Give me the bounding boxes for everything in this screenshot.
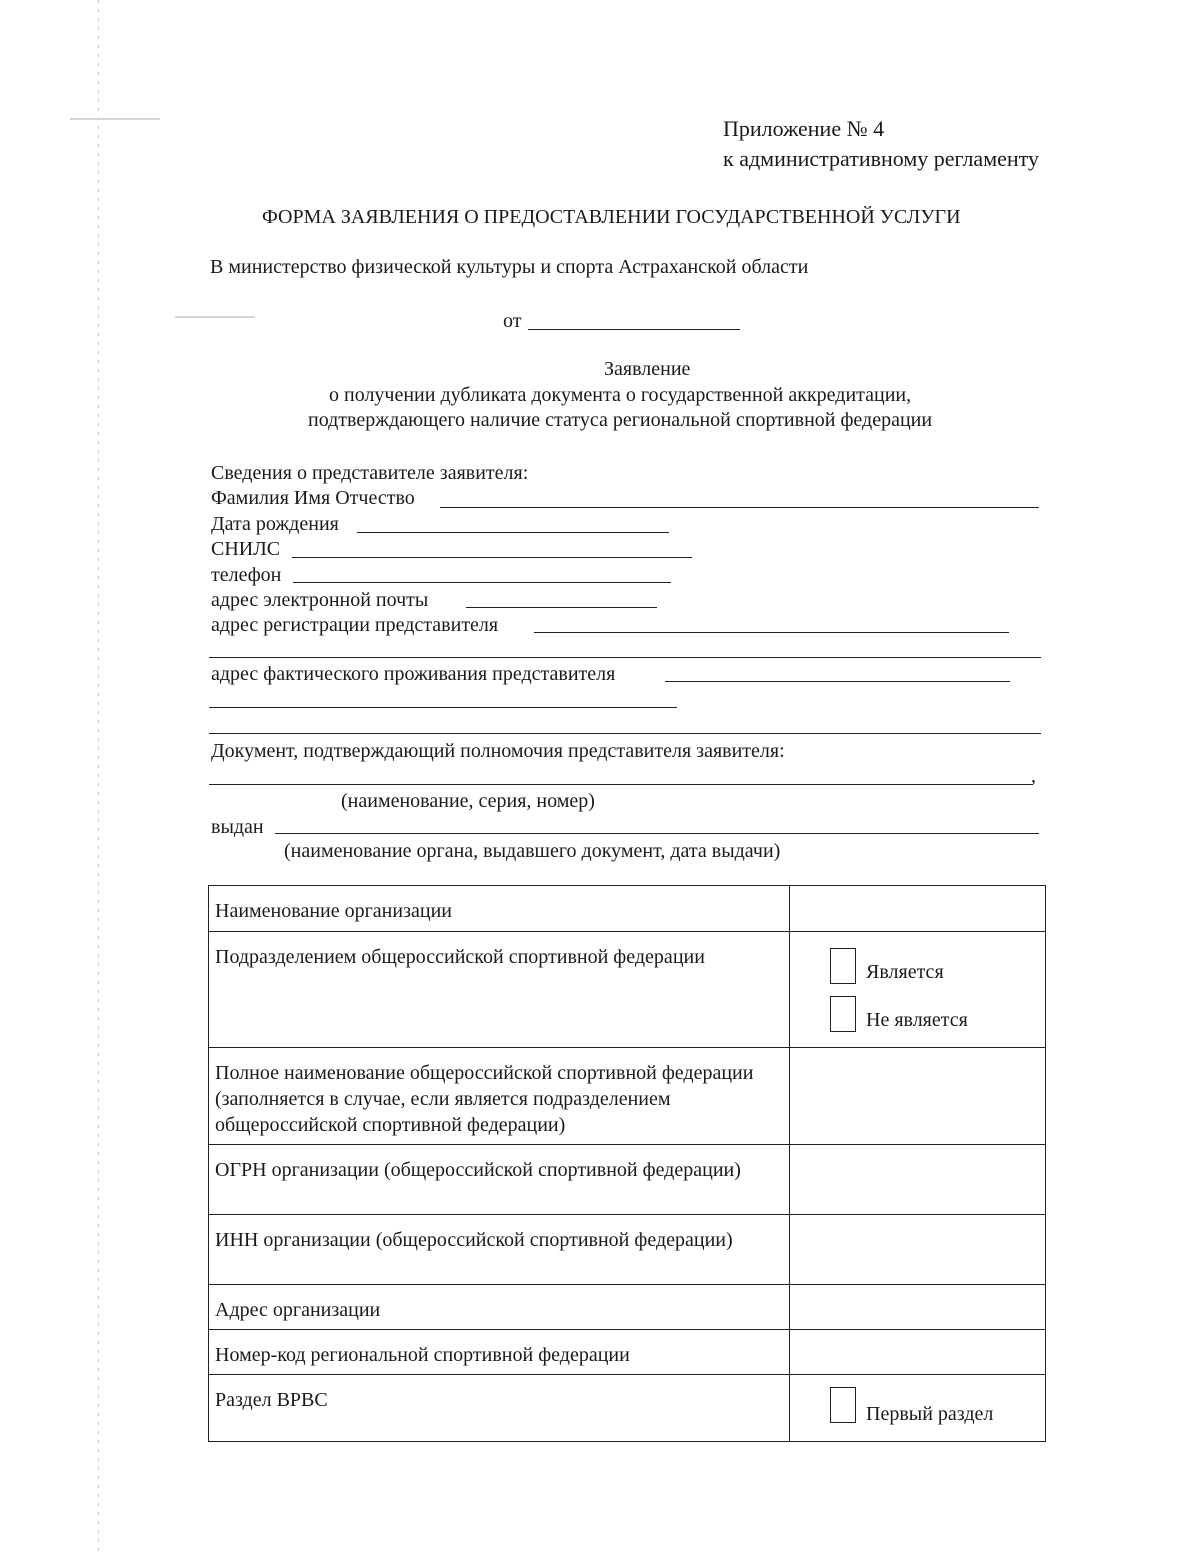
from-label: от (503, 310, 522, 332)
registration-address-field-line2[interactable] (209, 657, 1041, 658)
checkbox-no-label: Не является (866, 1009, 968, 1031)
addressee: В министерство физической культуры и спорта Астраханской области (210, 256, 809, 278)
checkbox-no[interactable] (830, 996, 856, 1032)
scan-edge-artifact (98, 0, 99, 1553)
vrvs-section-options-cell (790, 1375, 1046, 1442)
birth-date-field[interactable] (357, 532, 669, 533)
email-field[interactable] (466, 607, 657, 608)
authority-document-heading: Документ, подтверждающий полномочия представителя заявителя: (211, 740, 785, 762)
registration-address-label: адрес регистрации представителя (211, 614, 499, 636)
registration-address-field[interactable] (534, 632, 1009, 633)
subdivision-label: Подразделением общероссийской спортивной федерации (209, 932, 790, 1048)
table-row (209, 1048, 1046, 1145)
birth-date-label: Дата рождения (211, 513, 339, 535)
checkbox-yes[interactable] (830, 948, 856, 984)
scan-speck (175, 316, 255, 318)
table-row (209, 1145, 1046, 1215)
scan-speck (70, 118, 160, 120)
org-name-value-cell[interactable] (790, 886, 1046, 932)
table-row (209, 1215, 1046, 1285)
statement-subject-line2: подтверждающего наличие статуса региональной спортивной федерации (308, 409, 933, 431)
checkbox-first-section[interactable] (830, 1387, 856, 1423)
ogrn-value-cell[interactable] (790, 1145, 1046, 1215)
code-number-label: Номер-код региональной спортивной федерации (209, 1330, 790, 1375)
statement-title: Заявление (604, 358, 691, 380)
representative-heading: Сведения о представителе заявителя: (211, 462, 529, 484)
checkbox-first-section-label: Первый раздел (866, 1403, 994, 1425)
full-federation-name-label: Полное наименование общероссийской спортивной федерации (заполняется в случае, если является подразделением общероссийской спортивной федерации) (209, 1048, 790, 1145)
snils-label: СНИЛС (211, 538, 281, 560)
appendix-number: Приложение № 4 (723, 116, 885, 141)
full-name-label: Фамилия Имя Отчество (211, 487, 415, 509)
email-label: адрес электронной почты (211, 589, 429, 611)
checkbox-yes-label: Является (866, 961, 944, 983)
table-row (209, 932, 1046, 1048)
authority-document-comma: , (1031, 765, 1036, 787)
actual-address-field-line3[interactable] (209, 733, 1041, 734)
subdivision-option-no[interactable] (796, 996, 1039, 1044)
authority-document-hint: (наименование, серия, номер) (341, 790, 595, 812)
vrvs-section-label: Раздел ВРВС (209, 1375, 790, 1442)
organization-info-table (208, 885, 1046, 1442)
authority-document-field[interactable] (209, 784, 1033, 785)
vrvs-option-first[interactable] (796, 1387, 1039, 1435)
snils-field[interactable] (292, 557, 692, 558)
org-name-label: Наименование организации (209, 886, 790, 932)
form-title: ФОРМА ЗАЯВЛЕНИЯ О ПРЕДОСТАВЛЕНИИ ГОСУДАРСТВЕННОЙ УСЛУГИ (262, 206, 961, 228)
actual-address-label: адрес фактического проживания представителя (211, 663, 616, 685)
issued-by-field[interactable] (275, 833, 1039, 834)
actual-address-field[interactable] (665, 681, 1010, 682)
statement-subject-line1: о получении дубликата документа о государственной аккредитации, (329, 384, 912, 406)
inn-label: ИНН организации (общероссийской спортивной федерации) (209, 1215, 790, 1285)
phone-field[interactable] (293, 582, 671, 583)
full-federation-name-value-cell[interactable] (790, 1048, 1046, 1145)
appendix-reference: к административному регламенту (723, 146, 1039, 171)
full-name-field[interactable] (440, 507, 1039, 508)
subdivision-option-yes[interactable] (796, 948, 1039, 996)
issued-by-hint: (наименование органа, выдавшего документ, дата выдачи) (284, 840, 781, 862)
org-address-label: Адрес организации (209, 1285, 790, 1330)
table-row (209, 1285, 1046, 1330)
table-row (209, 1330, 1046, 1375)
org-address-value-cell[interactable] (790, 1285, 1046, 1330)
table-row (209, 1375, 1046, 1442)
table-row (209, 886, 1046, 932)
subdivision-options-cell (790, 932, 1046, 1048)
actual-address-field-line2[interactable] (209, 707, 677, 708)
phone-label: телефон (211, 564, 282, 586)
code-number-value-cell[interactable] (790, 1330, 1046, 1375)
from-field[interactable] (528, 329, 740, 330)
issued-by-label: выдан (211, 816, 264, 838)
ogrn-label: ОГРН организации (общероссийской спортивной федерации) (209, 1145, 790, 1215)
inn-value-cell[interactable] (790, 1215, 1046, 1285)
